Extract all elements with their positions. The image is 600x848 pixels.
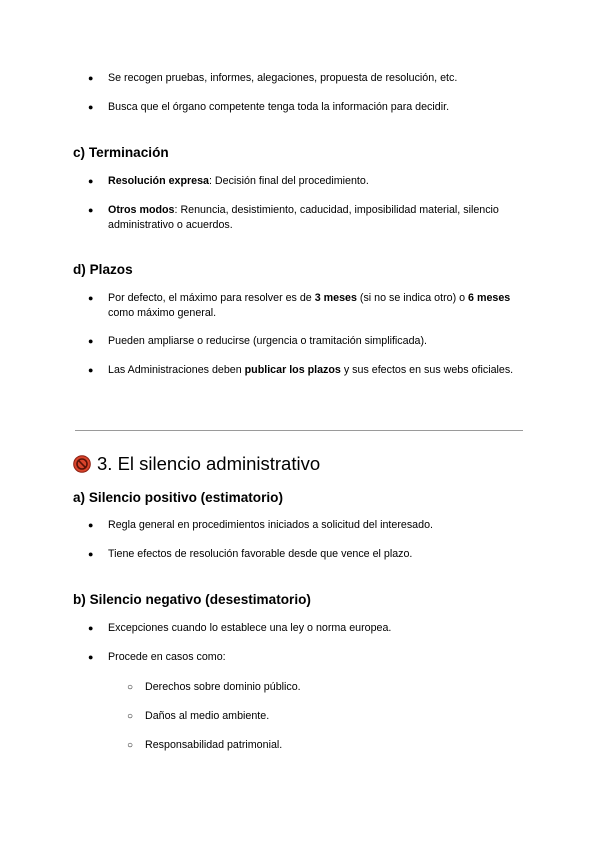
- list-item-bold: Otros modos: [108, 204, 175, 216]
- list-item-text: Se recogen pruebas, informes, alegaciones, propuesta de resolución, etc.: [108, 72, 458, 84]
- list-item-bold: 6 meses: [468, 292, 511, 304]
- list-item-text: : Renuncia, desistimiento, caducidad, imposibilidad material, silencio administrativo o acuerdos.: [108, 204, 499, 231]
- list-item-text: y sus efectos en sus webs oficiales.: [340, 364, 514, 376]
- sub-list-item: [127, 709, 525, 724]
- heading-plazos: d) Plazos: [73, 262, 133, 277]
- list-item: [88, 363, 528, 378]
- list-item: [88, 100, 528, 115]
- bullet-icon: ●: [88, 520, 94, 530]
- list-item-text: : Decisión final del procedimiento.: [208, 175, 369, 187]
- list-item: [88, 291, 528, 321]
- list-item-text: Tiene efectos de resolución favorable desde que vence el plazo.: [108, 548, 413, 560]
- heading-silencio-negativo: b) Silencio negativo (desestimatorio): [73, 592, 311, 607]
- heading-terminacion: c) Terminación: [73, 145, 169, 160]
- bullet-icon: ●: [88, 336, 94, 346]
- bullet-icon: ●: [88, 73, 94, 83]
- list-item-text: Pueden ampliarse o reducirse (urgencia o tramitación simplificada).: [108, 335, 427, 347]
- hollow-bullet-icon: ○: [127, 740, 134, 751]
- section-title-text: 3. El silencio administrativo: [97, 453, 321, 474]
- list-item: [88, 71, 528, 86]
- bullet-icon: ●: [88, 102, 94, 112]
- bullet-icon: ●: [88, 549, 94, 559]
- list-item-bold: Resolución expresa: [108, 175, 209, 187]
- list-item-text: Por defecto, el máximo para resolver es de: [108, 292, 315, 304]
- bullet-icon: ●: [88, 623, 94, 633]
- section-title: [73, 452, 320, 476]
- list-item: [88, 203, 528, 233]
- list-item-text: Excepciones cuando lo establece una ley o norma europea.: [108, 622, 392, 634]
- list-item-text: Responsabilidad patrimonial.: [145, 739, 283, 751]
- list-item-text: Las Administraciones deben: [108, 364, 245, 376]
- list-item-bold: 3 meses: [314, 292, 357, 304]
- list-item-text: como máximo general.: [108, 307, 217, 319]
- heading-silencio-positivo: a) Silencio positivo (estimatorio): [73, 490, 283, 505]
- bullet-icon: ●: [88, 293, 94, 303]
- bullet-icon: ●: [88, 205, 94, 215]
- no-entry-icon: [73, 455, 91, 473]
- list-item-text: (si no se indica otro) o: [356, 292, 469, 304]
- list-item: [88, 650, 528, 665]
- hollow-bullet-icon: ○: [127, 682, 134, 693]
- sub-list-item: [127, 738, 525, 753]
- hollow-bullet-icon: ○: [127, 711, 134, 722]
- bullet-icon: ●: [88, 176, 94, 186]
- list-item-bold: publicar los plazos: [244, 364, 341, 376]
- list-item-text: Procede en casos como:: [108, 651, 226, 663]
- list-item: [88, 174, 528, 189]
- bullet-icon: ●: [88, 652, 94, 662]
- list-item-text: Derechos sobre dominio público.: [145, 681, 301, 693]
- list-item-text: Regla general en procedimientos iniciados a solicitud del interesado.: [108, 519, 433, 531]
- list-item-text: Daños al medio ambiente.: [145, 710, 270, 722]
- list-item: [88, 621, 528, 636]
- list-item: [88, 518, 528, 533]
- list-item-text: Busca que el órgano competente tenga toda la información para decidir.: [108, 101, 450, 113]
- bullet-icon: ●: [88, 365, 94, 375]
- horizontal-divider: [75, 430, 523, 431]
- sub-list-item: [127, 680, 525, 695]
- list-item: [88, 547, 528, 562]
- list-item: [88, 334, 528, 349]
